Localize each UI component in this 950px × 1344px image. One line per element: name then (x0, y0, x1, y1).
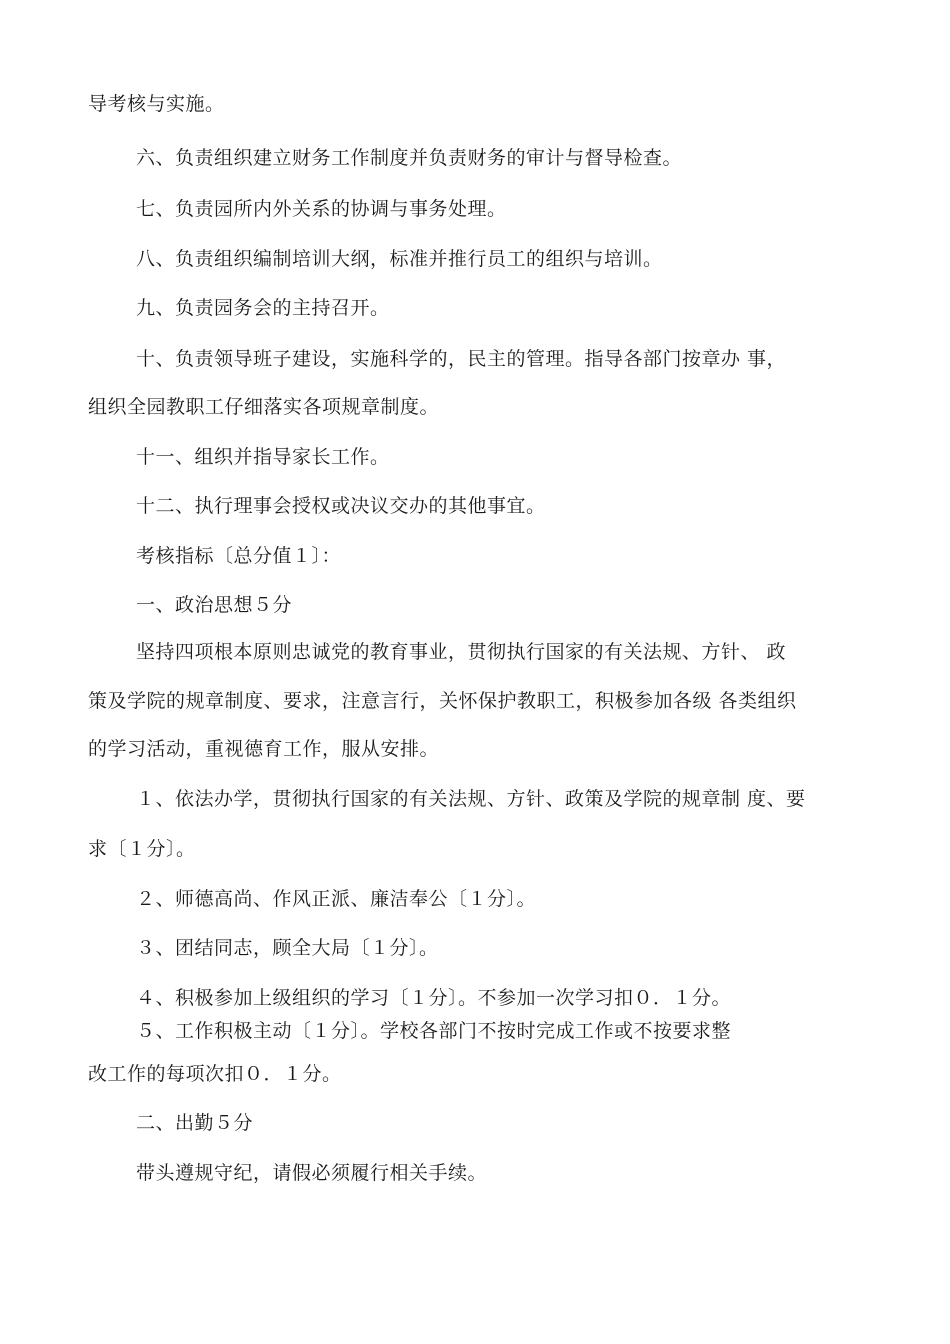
text-line: ２、师德高尚、作风正派、廉洁奉公〔１分〕。 (136, 888, 537, 910)
text-line: 考核指标〔总分值１〕： (136, 545, 342, 567)
text-line: 求〔１分〕。 (88, 838, 196, 860)
text-line: 十一、组织并指导家长工作。 (136, 446, 390, 468)
text-line: 二、出勤５分 (136, 1112, 254, 1134)
text-line: 一、政治思想５分 (136, 594, 293, 616)
text-line: 带头遵规守纪，请假必须履行相关手续。 (136, 1162, 488, 1184)
text-line: 十、负责领导班子建设，实施科学的，民主的管理。指导各部门按章办 事， (136, 348, 787, 370)
text-line: 策及学院的规章制度、要求，注意言行，关怀保护教职工，积极参加各级 各类组织 (88, 690, 797, 712)
text-line: ４、积极参加上级组织的学习〔１分〕。不参加一次学习扣０．１分。 (136, 987, 732, 1009)
text-line: 十二、执行理事会授权或决议交办的其他事宜。 (136, 495, 546, 517)
text-line: ３、团结同志，顾全大局〔１分〕。 (136, 937, 439, 959)
text-line: 组织全园教职工仔细落实各项规章制度。 (88, 396, 440, 418)
text-line: 改工作的每项次扣０．１分。 (88, 1063, 342, 1085)
text-line: ５、工作积极主动〔１分〕。学校各部门不按时完成工作或不按要求整 (136, 1020, 732, 1042)
text-line: 九、负责园务会的主持召开。 (136, 297, 390, 319)
text-line: 坚持四项根本原则忠诚党的教育事业，贯彻执行国家的有关法规、方针、 政 (136, 641, 787, 663)
text-line: 七、负责园所内外关系的协调与事务处理。 (136, 198, 507, 220)
text-line: 导考核与实施。 (88, 93, 225, 115)
text-line: 八、负责组织编制培训大纲，标准并推行员工的组织与培训。 (136, 248, 663, 270)
text-line: 的学习活动，重视德育工作，服从安排。 (88, 738, 440, 760)
text-line: １、依法办学，贯彻执行国家的有关法规、方针、政策及学院的规章制 度、要 (136, 788, 806, 810)
text-line: 六、负责组织建立财务工作制度并负责财务的审计与督导检查。 (136, 147, 683, 169)
